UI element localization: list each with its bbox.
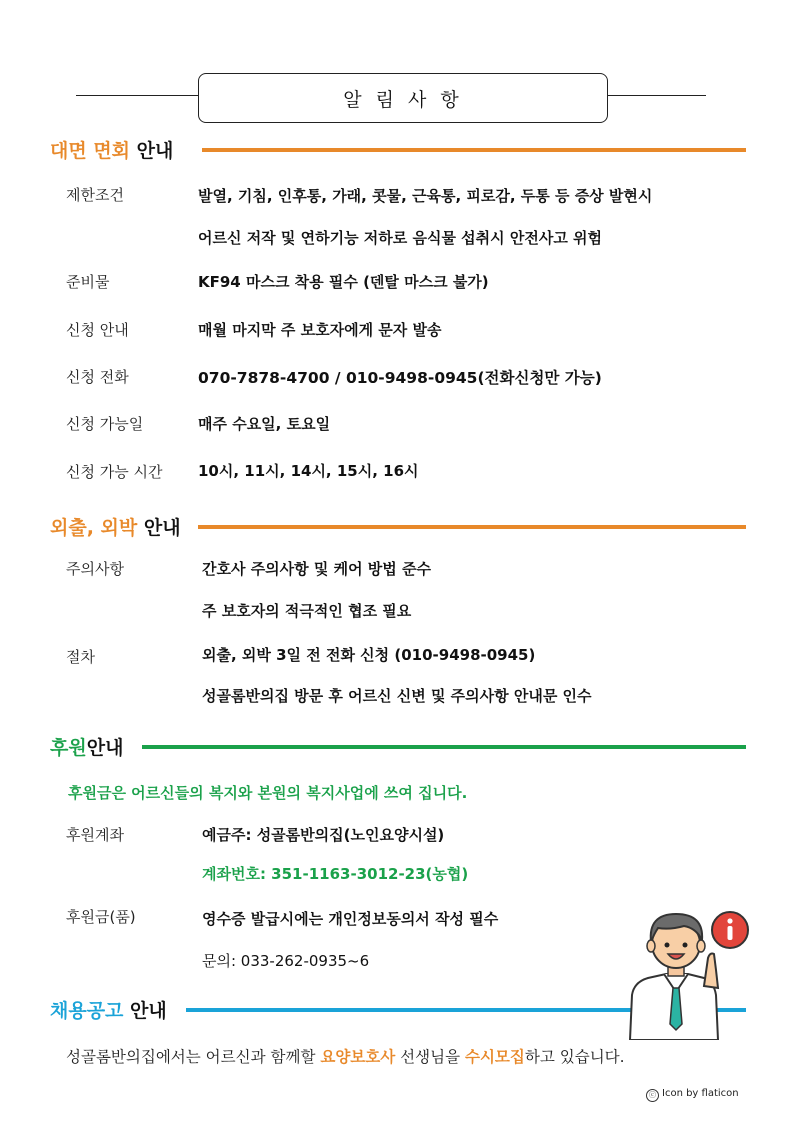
visit-value-3: 매월 마지막 주 보호자에게 문자 발송 [198, 321, 442, 339]
section-heading-outing-plain: 안내 [143, 517, 181, 539]
outing-value-2: 외출, 외박 3일 전 전화 신청 (010-9498-0945) [202, 646, 536, 664]
donation-value-1: 계좌번호: 351-1163-3012-23(농협) [202, 865, 469, 883]
visit-label-6: 신청 가능 시간 [66, 463, 163, 481]
section-heading-visit [50, 139, 173, 163]
section-heading-recruit-plain: 안내 [130, 1000, 167, 1022]
info-icon [727, 918, 732, 923]
visit-value-1: 어르신 저작 및 연하기능 저하로 음식물 섭취시 안전사고 위험 [198, 229, 603, 247]
outing-value-1: 주 보호자의 적극적인 협조 필요 [202, 602, 412, 620]
donation-value-3: 문의: 033-262-0935~6 [202, 952, 370, 970]
donation-label-2: 후원금(품) [66, 908, 136, 926]
section-heading-donation-accent: 후원 [50, 737, 87, 759]
donation-label-0: 후원계좌 [66, 826, 124, 844]
section-heading-donation [50, 736, 123, 760]
donation-value-0: 예금주: 성골롬반의집(노인요양시설) [202, 826, 445, 844]
copyright-icon: ⓒ [646, 1089, 659, 1102]
visit-value-4: 070-7878-4700 / 010-9498-0945(전화신청만 가능) [198, 369, 602, 387]
visit-value-6: 10시, 11시, 14시, 15시, 16시 [198, 462, 419, 480]
section-heading-outing [50, 516, 181, 540]
icon-credit [646, 1088, 739, 1102]
recruit-text-before: 성골롬반의집에서는 어르신과 함께할 [66, 1048, 321, 1066]
page-title-text: 알 림 사 항 [343, 88, 463, 111]
recruit-text-middle: 선생님을 [395, 1048, 465, 1066]
outing-label-0: 주의사항 [66, 560, 124, 578]
outing-label-2: 절차 [66, 648, 95, 666]
recruit-highlight-open: 수시모집 [464, 1048, 525, 1066]
visit-label-3: 신청 안내 [66, 321, 129, 339]
donation-value-2: 영수증 발급시에는 개인정보동의서 작성 필수 [202, 910, 499, 928]
header-rule-right [606, 95, 706, 96]
section-heading-visit-plain: 안내 [136, 140, 174, 162]
section-heading-donation-plain: 안내 [86, 737, 124, 759]
header-rule-left [76, 95, 198, 96]
recruit-highlight-caregiver: 요양보호사 [320, 1048, 396, 1066]
outing-value-3: 성골롬반의집 방문 후 어르신 신변 및 주의사항 안내문 인수 [202, 687, 592, 705]
donation-lead: 후원금은 어르신들의 복지와 본원의 복지사업에 쓰여 집니다. [68, 784, 468, 802]
visit-label-0: 제한조건 [66, 186, 124, 204]
section-rule-donation [142, 745, 746, 749]
visit-label-5: 신청 가능일 [66, 415, 144, 433]
recruit-text-after: 하고 있습니다. [524, 1048, 625, 1066]
section-heading-visit-accent: 대면 면회 [50, 140, 131, 162]
section-rule-visit [202, 148, 746, 152]
visit-label-4: 신청 전화 [66, 368, 129, 386]
page-title [198, 73, 608, 123]
section-heading-recruit-accent: 채용공고 [50, 1000, 124, 1022]
visit-value-2: KF94 마스크 착용 필수 (덴탈 마스크 불가) [198, 273, 489, 291]
section-heading-recruit [50, 999, 167, 1023]
visit-value-5: 매주 수요일, 토요일 [198, 415, 331, 433]
visit-label-2: 준비물 [66, 273, 110, 291]
section-rule-outing [198, 525, 746, 529]
visit-value-0: 발열, 기침, 인후통, 가래, 콧물, 근육통, 피로감, 두통 등 증상 발현시 [198, 187, 653, 205]
section-heading-outing-accent: 외출, 외박 [50, 517, 138, 539]
outing-value-0: 간호사 주의사항 및 케어 방법 준수 [202, 560, 431, 578]
icon-credit-text: Icon by flaticon [662, 1088, 739, 1099]
man-with-info-bubble-illustration [618, 900, 758, 1040]
recruit-text [66, 1045, 625, 1067]
